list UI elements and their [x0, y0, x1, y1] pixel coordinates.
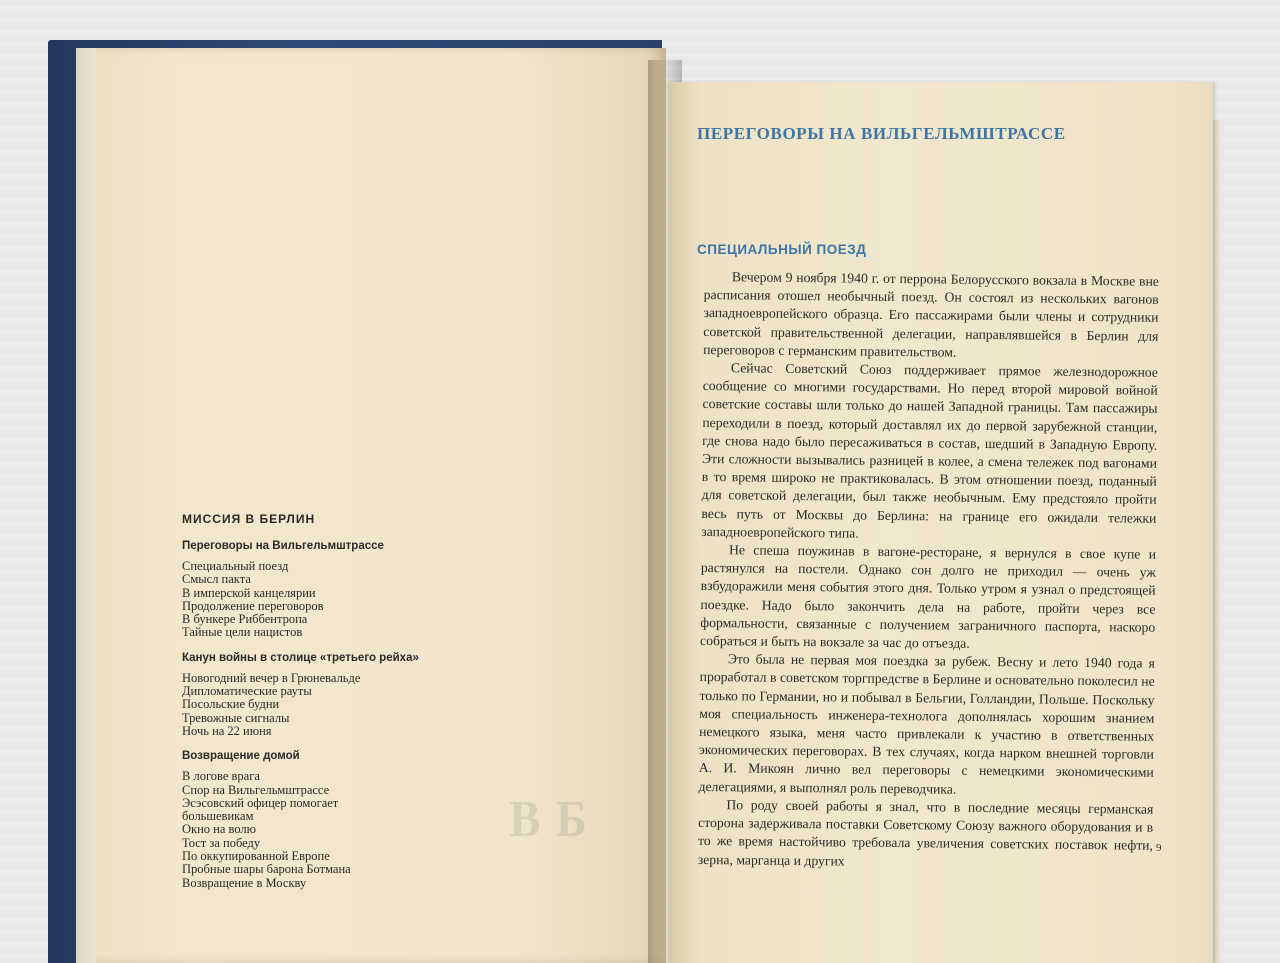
toc-item: Специальный поезд	[182, 559, 289, 573]
toc-item: В имперской канцелярии	[182, 585, 316, 600]
toc-item: Тост за победу	[182, 835, 261, 850]
toc-item: Эсэсовский офицер помогает	[182, 795, 339, 810]
toc-item: Спор на Вильгельмштрассе	[182, 782, 330, 797]
toc-item: Дипломатические рауты	[182, 684, 312, 699]
paragraph: Сейчас Советский Союз поддерживает прямое железнодорожное сообщение со многими государствами. Но перед второй мировой войной советские составы шли только до нашей Западной границы. Там пассажиры переходили в поезд, который доставлял их до первой зарубежной станции, где снова надо было пересаживаться в состав, шедший в Западную Европу. Эти сложности вызывались разницей в колее, а смена тележек под вагонами в то время широко не практиковалась. В этом отношении поезд, поданный для советской делегации, был также необычным. Ему предстояло пройти весь путь от Москвы до Берлина: на границе его ожидали тележки западноевропейского типа.	[701, 360, 1159, 541]
toc-section-title: Возвращение домой	[182, 750, 300, 763]
toc-item: Новогодний вечер в Грюневальде	[182, 670, 361, 685]
paragraph: Не спеша поужинав в вагоне-ресторане, я вернулся в свое купе и растянулся на постели. Однако сон долго не приходил — очень уж взбудоражили меня события этого дня. Только утром я узнал о предстоящей поездке. Надо было закончить дела на работе, пройти через все формальности, связанные с получением заграничного паспорта, наскоро собраться и быть на вокзале за час до отъезда.	[700, 542, 1157, 651]
section-title: СПЕЦИАЛЬНЫЙ ПОЕЗД	[697, 242, 867, 257]
toc-section-list	[182, 560, 452, 640]
toc-item: Пробные шары барона Ботмана	[182, 862, 351, 877]
paragraph: Вечером 9 ноября 1940 г. от перрона Белорусского вокзала в Москве вне расписания отошел необычный поезд. Он состоял из нескольких вагонов западноевропейского образца. Его пассажирами были члены и сотрудники советской правительственной делегации, направлявшейся в Берлин для переговоров с германским правительством.	[703, 269, 1159, 360]
toc-item: Смысл пакта	[182, 572, 251, 587]
toc-item: Продолжение переговоров	[182, 598, 324, 613]
toc-item: В логове врага	[182, 769, 260, 784]
table-of-contents	[182, 512, 452, 902]
toc-section-list	[182, 672, 452, 738]
toc-item: Тревожные сигналы	[182, 710, 290, 725]
page-number: 9	[1156, 842, 1162, 854]
left-page-edge	[76, 48, 96, 963]
show-through-print: В Б	[509, 791, 589, 848]
toc-title: МИССИЯ В БЕРЛИН	[182, 512, 316, 526]
toc-item: большевикам	[182, 809, 254, 824]
toc-section-title: Канун войны в столице «третьего рейха»	[182, 651, 419, 664]
chapter-title: ПЕРЕГОВОРЫ НА ВИЛЬГЕЛЬМШТРАССЕ	[697, 124, 1066, 143]
toc-item: Возвращение в Москву	[182, 875, 307, 890]
right-page-edge	[1213, 120, 1221, 963]
paragraph: По роду своей работы я знал, что в последние месяцы германская сторона задерживала поставки Советскому Союзу важного оборудования и в то же время настойчиво требовала увеличения советских поставок нефти, зерна, марганца и других	[697, 797, 1154, 869]
body-text	[698, 268, 1159, 873]
toc-item: Тайные цели нацистов	[182, 625, 303, 640]
toc-item: По оккупированной Европе	[182, 849, 330, 864]
toc-item: В бункере Риббентропа	[182, 612, 308, 627]
toc-item: Окно на волю	[182, 822, 257, 837]
toc-section-list	[182, 770, 452, 890]
toc-section-title: Переговоры на Вильгельмштрассе	[182, 540, 384, 552]
toc-item: Ночь на 22 июня	[182, 723, 272, 738]
toc-item: Посольские будни	[182, 697, 280, 712]
paragraph: Это была не первая моя поездка за рубеж. Весну и лето 1940 года я проработал в советском торгпредстве в Берлине и основательно поколесил не только по Германии, но и побывал в Бельгии, Голландии, Польше. Поскольку моя специальность инженера-технолога дополнялась хорошим знанием немецкого языка, меня часто привлекали к участию в ответственных экономических переговорах. В тех случаях, когда нарком внешней торговли А. И. Микоян лично вел переговоры с немецкими экономическими делегациями, я выполнял роль переводчика.	[698, 651, 1155, 797]
